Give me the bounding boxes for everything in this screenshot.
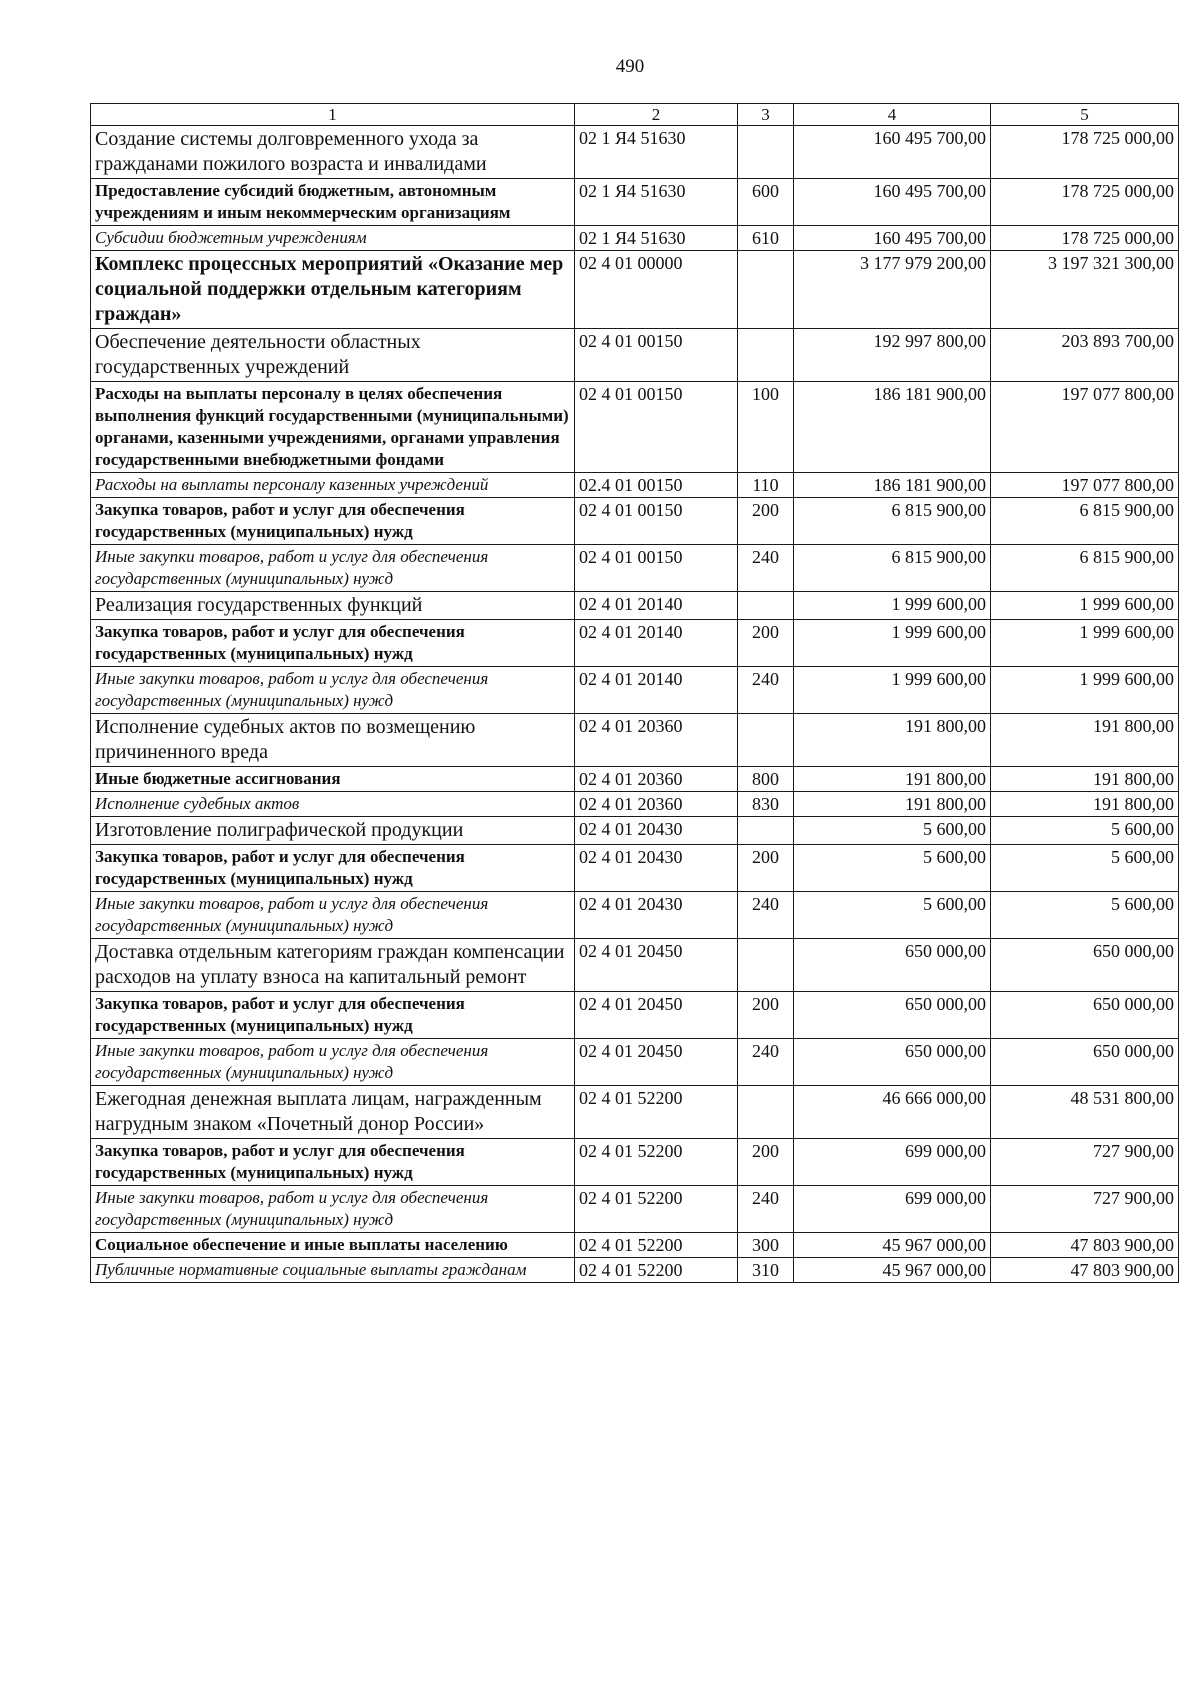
row-sum-year2-cell: 650 000,00: [991, 1039, 1179, 1086]
row-name-cell: Ежегодная денежная выплата лицам, награжденным нагрудным знаком «Почетный донор России»: [91, 1086, 575, 1139]
table-row: [91, 1086, 1179, 1139]
row-sum-year2-cell: 197 077 800,00: [991, 473, 1179, 498]
row-sum-year2-cell: 5 600,00: [991, 845, 1179, 892]
row-kvr-cell: [738, 817, 794, 845]
row-code-cell: 02 4 01 20430: [575, 845, 738, 892]
row-name-cell: Реализация государственных функций: [91, 592, 575, 620]
row-name-cell: Социальное обеспечение и иные выплаты населению: [91, 1233, 575, 1258]
row-code-cell: 02 4 01 20450: [575, 992, 738, 1039]
table-row: [91, 1139, 1179, 1186]
row-kvr-cell: 200: [738, 498, 794, 545]
table-row: [91, 939, 1179, 992]
row-kvr-cell: [738, 251, 794, 329]
row-name-cell: Субсидии бюджетным учреждениям: [91, 226, 575, 251]
row-sum-year1-cell: 160 495 700,00: [794, 126, 991, 179]
row-sum-year2-cell: 191 800,00: [991, 767, 1179, 792]
table-row: [91, 1039, 1179, 1086]
row-sum-year2-cell: 1 999 600,00: [991, 667, 1179, 714]
row-code-cell: 02 4 01 20140: [575, 620, 738, 667]
row-code-cell: 02 4 01 52200: [575, 1186, 738, 1233]
row-code-cell: 02 4 01 52200: [575, 1139, 738, 1186]
row-kvr-cell: 110: [738, 473, 794, 498]
row-sum-year1-cell: 1 999 600,00: [794, 667, 991, 714]
row-name-cell: Закупка товаров, работ и услуг для обеспечения государственных (муниципальных) нужд: [91, 620, 575, 667]
page-number: 490: [615, 56, 645, 77]
row-sum-year2-cell: 5 600,00: [991, 892, 1179, 939]
row-code-cell: 02 4 01 20360: [575, 792, 738, 817]
row-code-cell: 02 4 01 20430: [575, 892, 738, 939]
row-sum-year1-cell: 650 000,00: [794, 992, 991, 1039]
row-sum-year1-cell: 5 600,00: [794, 892, 991, 939]
row-name-cell: Иные закупки товаров, работ и услуг для обеспечения государственных (муниципальных) нужд: [91, 1039, 575, 1086]
row-code-cell: 02 4 01 00000: [575, 251, 738, 329]
row-sum-year1-cell: 699 000,00: [794, 1186, 991, 1233]
row-sum-year1-cell: 1 999 600,00: [794, 592, 991, 620]
row-name-cell: Исполнение судебных актов по возмещению причиненного вреда: [91, 714, 575, 767]
row-sum-year1-cell: 650 000,00: [794, 939, 991, 992]
row-kvr-cell: 240: [738, 1039, 794, 1086]
row-name-cell: Обеспечение деятельности областных государственных учреждений: [91, 329, 575, 382]
row-name-cell: Иные закупки товаров, работ и услуг для обеспечения государственных (муниципальных) нужд: [91, 892, 575, 939]
row-name-cell: Исполнение судебных актов: [91, 792, 575, 817]
row-name-cell: Иные закупки товаров, работ и услуг для обеспечения государственных (муниципальных) нужд: [91, 667, 575, 714]
row-code-cell: 02 4 01 20140: [575, 592, 738, 620]
table-row: [91, 845, 1179, 892]
row-sum-year2-cell: 203 893 700,00: [991, 329, 1179, 382]
row-kvr-cell: 310: [738, 1258, 794, 1283]
row-kvr-cell: [738, 329, 794, 382]
row-sum-year1-cell: 160 495 700,00: [794, 226, 991, 251]
row-sum-year2-cell: 3 197 321 300,00: [991, 251, 1179, 329]
table-row: [91, 382, 1179, 473]
row-code-cell: 02 4 01 20430: [575, 817, 738, 845]
table-row: [91, 251, 1179, 329]
row-name-cell: Иные бюджетные ассигнования: [91, 767, 575, 792]
row-sum-year1-cell: 186 181 900,00: [794, 382, 991, 473]
row-sum-year2-cell: 178 725 000,00: [991, 226, 1179, 251]
table-body: [91, 126, 1179, 1283]
column-header-5: 5: [991, 104, 1179, 126]
row-kvr-cell: 240: [738, 1186, 794, 1233]
row-sum-year1-cell: 186 181 900,00: [794, 473, 991, 498]
row-code-cell: 02 4 01 20450: [575, 939, 738, 992]
row-sum-year1-cell: 46 666 000,00: [794, 1086, 991, 1139]
row-code-cell: 02 1 Я4 51630: [575, 179, 738, 226]
table-row: [91, 1186, 1179, 1233]
row-kvr-cell: 200: [738, 620, 794, 667]
table-row: [91, 667, 1179, 714]
row-sum-year2-cell: 191 800,00: [991, 714, 1179, 767]
row-name-cell: Закупка товаров, работ и услуг для обеспечения государственных (муниципальных) нужд: [91, 1139, 575, 1186]
row-sum-year1-cell: 1 999 600,00: [794, 620, 991, 667]
table-row: [91, 892, 1179, 939]
table-row: [91, 714, 1179, 767]
row-kvr-cell: 100: [738, 382, 794, 473]
row-kvr-cell: [738, 939, 794, 992]
row-name-cell: Расходы на выплаты персоналу казенных учреждений: [91, 473, 575, 498]
row-name-cell: Расходы на выплаты персоналу в целях обеспечения выполнения функций государственными (муниципальными) органами, казенными учреждениями, органами управления государственными внебюджетными фондами: [91, 382, 575, 473]
row-code-cell: 02 4 01 00150: [575, 329, 738, 382]
header-row: [91, 104, 1179, 126]
row-name-cell: Иные закупки товаров, работ и услуг для обеспечения государственных (муниципальных) нужд: [91, 545, 575, 592]
row-name-cell: Предоставление субсидий бюджетным, автономным учреждениям и иным некоммерческим организациям: [91, 179, 575, 226]
row-kvr-cell: 300: [738, 1233, 794, 1258]
row-code-cell: 02 4 01 52200: [575, 1233, 738, 1258]
row-code-cell: 02 4 01 00150: [575, 382, 738, 473]
row-sum-year2-cell: 6 815 900,00: [991, 498, 1179, 545]
row-code-cell: 02 1 Я4 51630: [575, 226, 738, 251]
table-row: [91, 592, 1179, 620]
table-row: [91, 792, 1179, 817]
row-sum-year1-cell: 699 000,00: [794, 1139, 991, 1186]
row-sum-year2-cell: 6 815 900,00: [991, 545, 1179, 592]
row-sum-year2-cell: 650 000,00: [991, 939, 1179, 992]
row-name-cell: Комплекс процессных мероприятий «Оказание мер социальной поддержки отдельным категориям граждан»: [91, 251, 575, 329]
table-row: [91, 329, 1179, 382]
row-sum-year2-cell: 47 803 900,00: [991, 1258, 1179, 1283]
row-sum-year2-cell: 47 803 900,00: [991, 1233, 1179, 1258]
table-row: [91, 767, 1179, 792]
row-sum-year2-cell: 178 725 000,00: [991, 179, 1179, 226]
table-row: [91, 179, 1179, 226]
row-sum-year1-cell: 45 967 000,00: [794, 1258, 991, 1283]
row-sum-year1-cell: 6 815 900,00: [794, 545, 991, 592]
row-name-cell: Закупка товаров, работ и услуг для обеспечения государственных (муниципальных) нужд: [91, 992, 575, 1039]
row-code-cell: 02 4 01 00150: [575, 498, 738, 545]
row-kvr-cell: 800: [738, 767, 794, 792]
row-name-cell: Закупка товаров, работ и услуг для обеспечения государственных (муниципальных) нужд: [91, 498, 575, 545]
row-kvr-cell: 830: [738, 792, 794, 817]
row-name-cell: Иные закупки товаров, работ и услуг для обеспечения государственных (муниципальных) нужд: [91, 1186, 575, 1233]
row-code-cell: 02 4 01 20360: [575, 767, 738, 792]
row-sum-year2-cell: 1 999 600,00: [991, 620, 1179, 667]
row-sum-year1-cell: 191 800,00: [794, 767, 991, 792]
row-kvr-cell: 240: [738, 667, 794, 714]
row-kvr-cell: 200: [738, 992, 794, 1039]
column-header-4: 4: [794, 104, 991, 126]
row-code-cell: 02 4 01 20140: [575, 667, 738, 714]
row-sum-year1-cell: 5 600,00: [794, 845, 991, 892]
row-sum-year1-cell: 191 800,00: [794, 792, 991, 817]
row-sum-year2-cell: 5 600,00: [991, 817, 1179, 845]
row-sum-year1-cell: 650 000,00: [794, 1039, 991, 1086]
row-kvr-cell: 200: [738, 845, 794, 892]
table-row: [91, 1233, 1179, 1258]
row-sum-year1-cell: 191 800,00: [794, 714, 991, 767]
row-code-cell: 02 4 01 52200: [575, 1086, 738, 1139]
table-row: [91, 545, 1179, 592]
table-row: [91, 498, 1179, 545]
table-row: [91, 992, 1179, 1039]
row-sum-year2-cell: 48 531 800,00: [991, 1086, 1179, 1139]
table-header: [91, 104, 1179, 126]
row-code-cell: 02 4 01 20450: [575, 1039, 738, 1086]
row-kvr-cell: 200: [738, 1139, 794, 1186]
row-code-cell: 02.4 01 00150: [575, 473, 738, 498]
column-header-1: 1: [91, 104, 575, 126]
row-code-cell: 02 4 01 00150: [575, 545, 738, 592]
row-sum-year2-cell: 1 999 600,00: [991, 592, 1179, 620]
row-kvr-cell: 610: [738, 226, 794, 251]
row-sum-year1-cell: 160 495 700,00: [794, 179, 991, 226]
row-sum-year2-cell: 191 800,00: [991, 792, 1179, 817]
row-sum-year2-cell: 727 900,00: [991, 1139, 1179, 1186]
row-sum-year2-cell: 197 077 800,00: [991, 382, 1179, 473]
row-sum-year1-cell: 5 600,00: [794, 817, 991, 845]
row-sum-year2-cell: 650 000,00: [991, 992, 1179, 1039]
row-code-cell: 02 4 01 52200: [575, 1258, 738, 1283]
row-kvr-cell: 600: [738, 179, 794, 226]
table-row: [91, 126, 1179, 179]
row-name-cell: Закупка товаров, работ и услуг для обеспечения государственных (муниципальных) нужд: [91, 845, 575, 892]
row-sum-year1-cell: 6 815 900,00: [794, 498, 991, 545]
row-name-cell: Создание системы долговременного ухода за гражданами пожилого возраста и инвалидами: [91, 126, 575, 179]
row-kvr-cell: [738, 1086, 794, 1139]
budget-table: [90, 103, 1179, 1283]
row-sum-year2-cell: 727 900,00: [991, 1186, 1179, 1233]
table-row: [91, 226, 1179, 251]
row-name-cell: Публичные нормативные социальные выплаты гражданам: [91, 1258, 575, 1283]
row-code-cell: 02 4 01 20360: [575, 714, 738, 767]
column-header-3: 3: [738, 104, 794, 126]
row-name-cell: Доставка отдельным категориям граждан компенсации расходов на уплату взноса на капитальный ремонт: [91, 939, 575, 992]
row-kvr-cell: [738, 714, 794, 767]
table-row: [91, 1258, 1179, 1283]
row-kvr-cell: [738, 126, 794, 179]
row-sum-year2-cell: 178 725 000,00: [991, 126, 1179, 179]
row-sum-year1-cell: 192 997 800,00: [794, 329, 991, 382]
row-kvr-cell: [738, 592, 794, 620]
row-code-cell: 02 1 Я4 51630: [575, 126, 738, 179]
row-sum-year1-cell: 3 177 979 200,00: [794, 251, 991, 329]
table-row: [91, 473, 1179, 498]
column-header-2: 2: [575, 104, 738, 126]
table-row: [91, 817, 1179, 845]
row-sum-year1-cell: 45 967 000,00: [794, 1233, 991, 1258]
row-kvr-cell: 240: [738, 545, 794, 592]
row-name-cell: Изготовление полиграфической продукции: [91, 817, 575, 845]
row-kvr-cell: 240: [738, 892, 794, 939]
table-row: [91, 620, 1179, 667]
